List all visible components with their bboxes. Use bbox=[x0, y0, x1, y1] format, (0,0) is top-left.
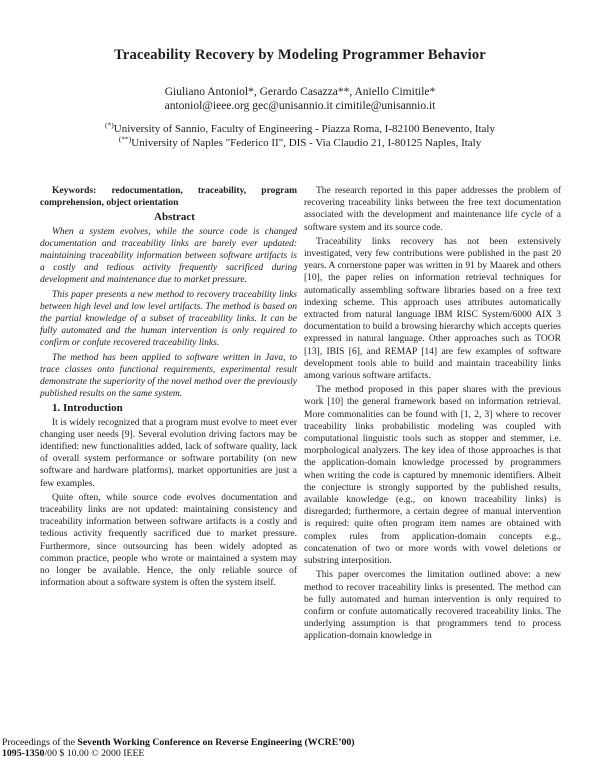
body-paragraph: Traceability links recovery has not been extensively investigated, very few contributions were published in the past 20 years. A cornerstone paper was written in 91 by Maarek and others [10], the paper relies on information retrieval techniques for automatically assembling software libraries based on a free text indexing scheme. This approach uses attributes automatically extracted from natural language IBM RISC System/6000 AIX 3 documentation to build a browsing hierarchy which accepts queries expressed in natural language. Other approaches such as TOOR [13], IBIS [6], and REMAP [14] are few examples of software development tools able to build and maintain traceability links among various software artifacts. bbox=[304, 236, 561, 382]
authors-line: Giuliano Antoniol*, Gerardo Casazza**, Aniello Cimitile* bbox=[164, 86, 436, 98]
abstract-heading: Abstract bbox=[154, 211, 195, 224]
left-column bbox=[40, 185, 297, 592]
affiliations bbox=[0, 122, 600, 150]
body-paragraph: The research reported in this paper addresses the problem of recovering traceability links between the free text documentation associated with the development and maintenance life cycle of a software system and its source code. bbox=[304, 186, 561, 233]
footer-credits bbox=[2, 738, 355, 759]
right-column bbox=[304, 185, 561, 645]
affiliation-marker: (**) bbox=[118, 134, 132, 144]
intro-paragraph: Quite often, while source code evolves documentation and traceability links are not updated: maintaining consistency and traceability information between software artifacts is a costly and tedious activity frequently sacrificed due to market pressure. Furthermore, since outsourcing has been widely adopted as common practice, people who wrote or maintained a system may no longer be available. Hence, the only reliable source of information about a software system is often the system itself. bbox=[40, 492, 297, 589]
section-heading-introduction: 1. Introduction bbox=[52, 402, 123, 415]
body-paragraph: The method proposed in this paper shares with the previous work [10] the general framework based on information retrieval. More commonalities can be found with [1, 2, 3] where to recover traceability links probabilistic modeling was coupled with computational linguistic tools such as stopper and stemmer, i.e. morphological analyzers. The key idea of those approaches is that the application-domain knowledge processed by programmers when writing the code is captured by mnemonic identifiers. Albeit the conjecture is strongly supported by the published results, available knowledge (e.g., on known traceability links) is disregarded; furthermore, a certain degree of manual intervention is required: quite often program item names are obtained with complex rules from application-domain concepts e.g., concatenation of two or more words with vowel deletions or substring interposition. bbox=[304, 385, 561, 567]
body-paragraph: This paper overcomes the limitation outlined above: a new method to recover traceability links is presented. The method can be fully automated and human intervention is only required to confirm or confute automatically recovered traceability links. The underlying assumption is that programmers tend to process application-domain knowledge in bbox=[304, 570, 561, 642]
intro-paragraph: It is widely recognized that a program must evolve to meet ever changing user needs [9]. Several evolution driving factors may be identified: new functionalities added, lack of software quality, lack of overall system performance or software portability (on new software and hardware platforms), market opportunities are just a few examples. bbox=[40, 417, 297, 489]
affiliation-sannio bbox=[0, 122, 600, 136]
authors-emails: antoniol@ieee.org gec@unisannio.it cimitile@unisannio.it bbox=[164, 100, 436, 112]
keywords-line: Keywords: redocumentation, traceability, program comprehension, object orientation bbox=[40, 186, 297, 209]
footer-issn: 1095-1350 bbox=[2, 747, 45, 759]
abstract-paragraph: The method has been applied to software written in Java, to trace classes onto functional requirements, experimental result demonstrate the superiority of the novel method over the previously published results on the same system. bbox=[40, 352, 297, 400]
paper-title: Traceability Recovery by Modeling Programmer Behavior bbox=[114, 47, 486, 63]
footer-line-2 bbox=[2, 749, 355, 760]
affiliation-text: University of Naples "Federico II", DIS - Via Claudio 21, I-80125 Naples, Italy bbox=[131, 137, 482, 149]
affiliation-marker: (*) bbox=[105, 120, 114, 130]
footer-prefix: Proceedings of the bbox=[2, 737, 78, 748]
footer-copyright: /00 $ 10.00 © 2000 IEEE bbox=[44, 747, 145, 759]
footer-conference-name: Seventh Working Conference on Reverse Engineering (WCRE’00) bbox=[77, 737, 355, 748]
affiliation-naples bbox=[0, 136, 600, 150]
affiliation-text: University of Sannio, Faculty of Engineering - Piazza Roma, I-82100 Benevento, Italy bbox=[113, 123, 495, 135]
abstract-paragraph: When a system evolves, while the source code is changed documentation and traceability links are barely ever updated: maintaining traceability information between software artifacts is a costly and tedious activity frequently sacrificed during development and maintenance due to market pressure. bbox=[40, 226, 297, 286]
abstract-paragraph: This paper presents a new method to recovery traceability links between high level and low level artifacts. The method is based on the partial knowledge of a subset of traceability links. It can be fully automated and the human intervention is only required to confirm or confute recovered traceability links. bbox=[40, 289, 297, 349]
